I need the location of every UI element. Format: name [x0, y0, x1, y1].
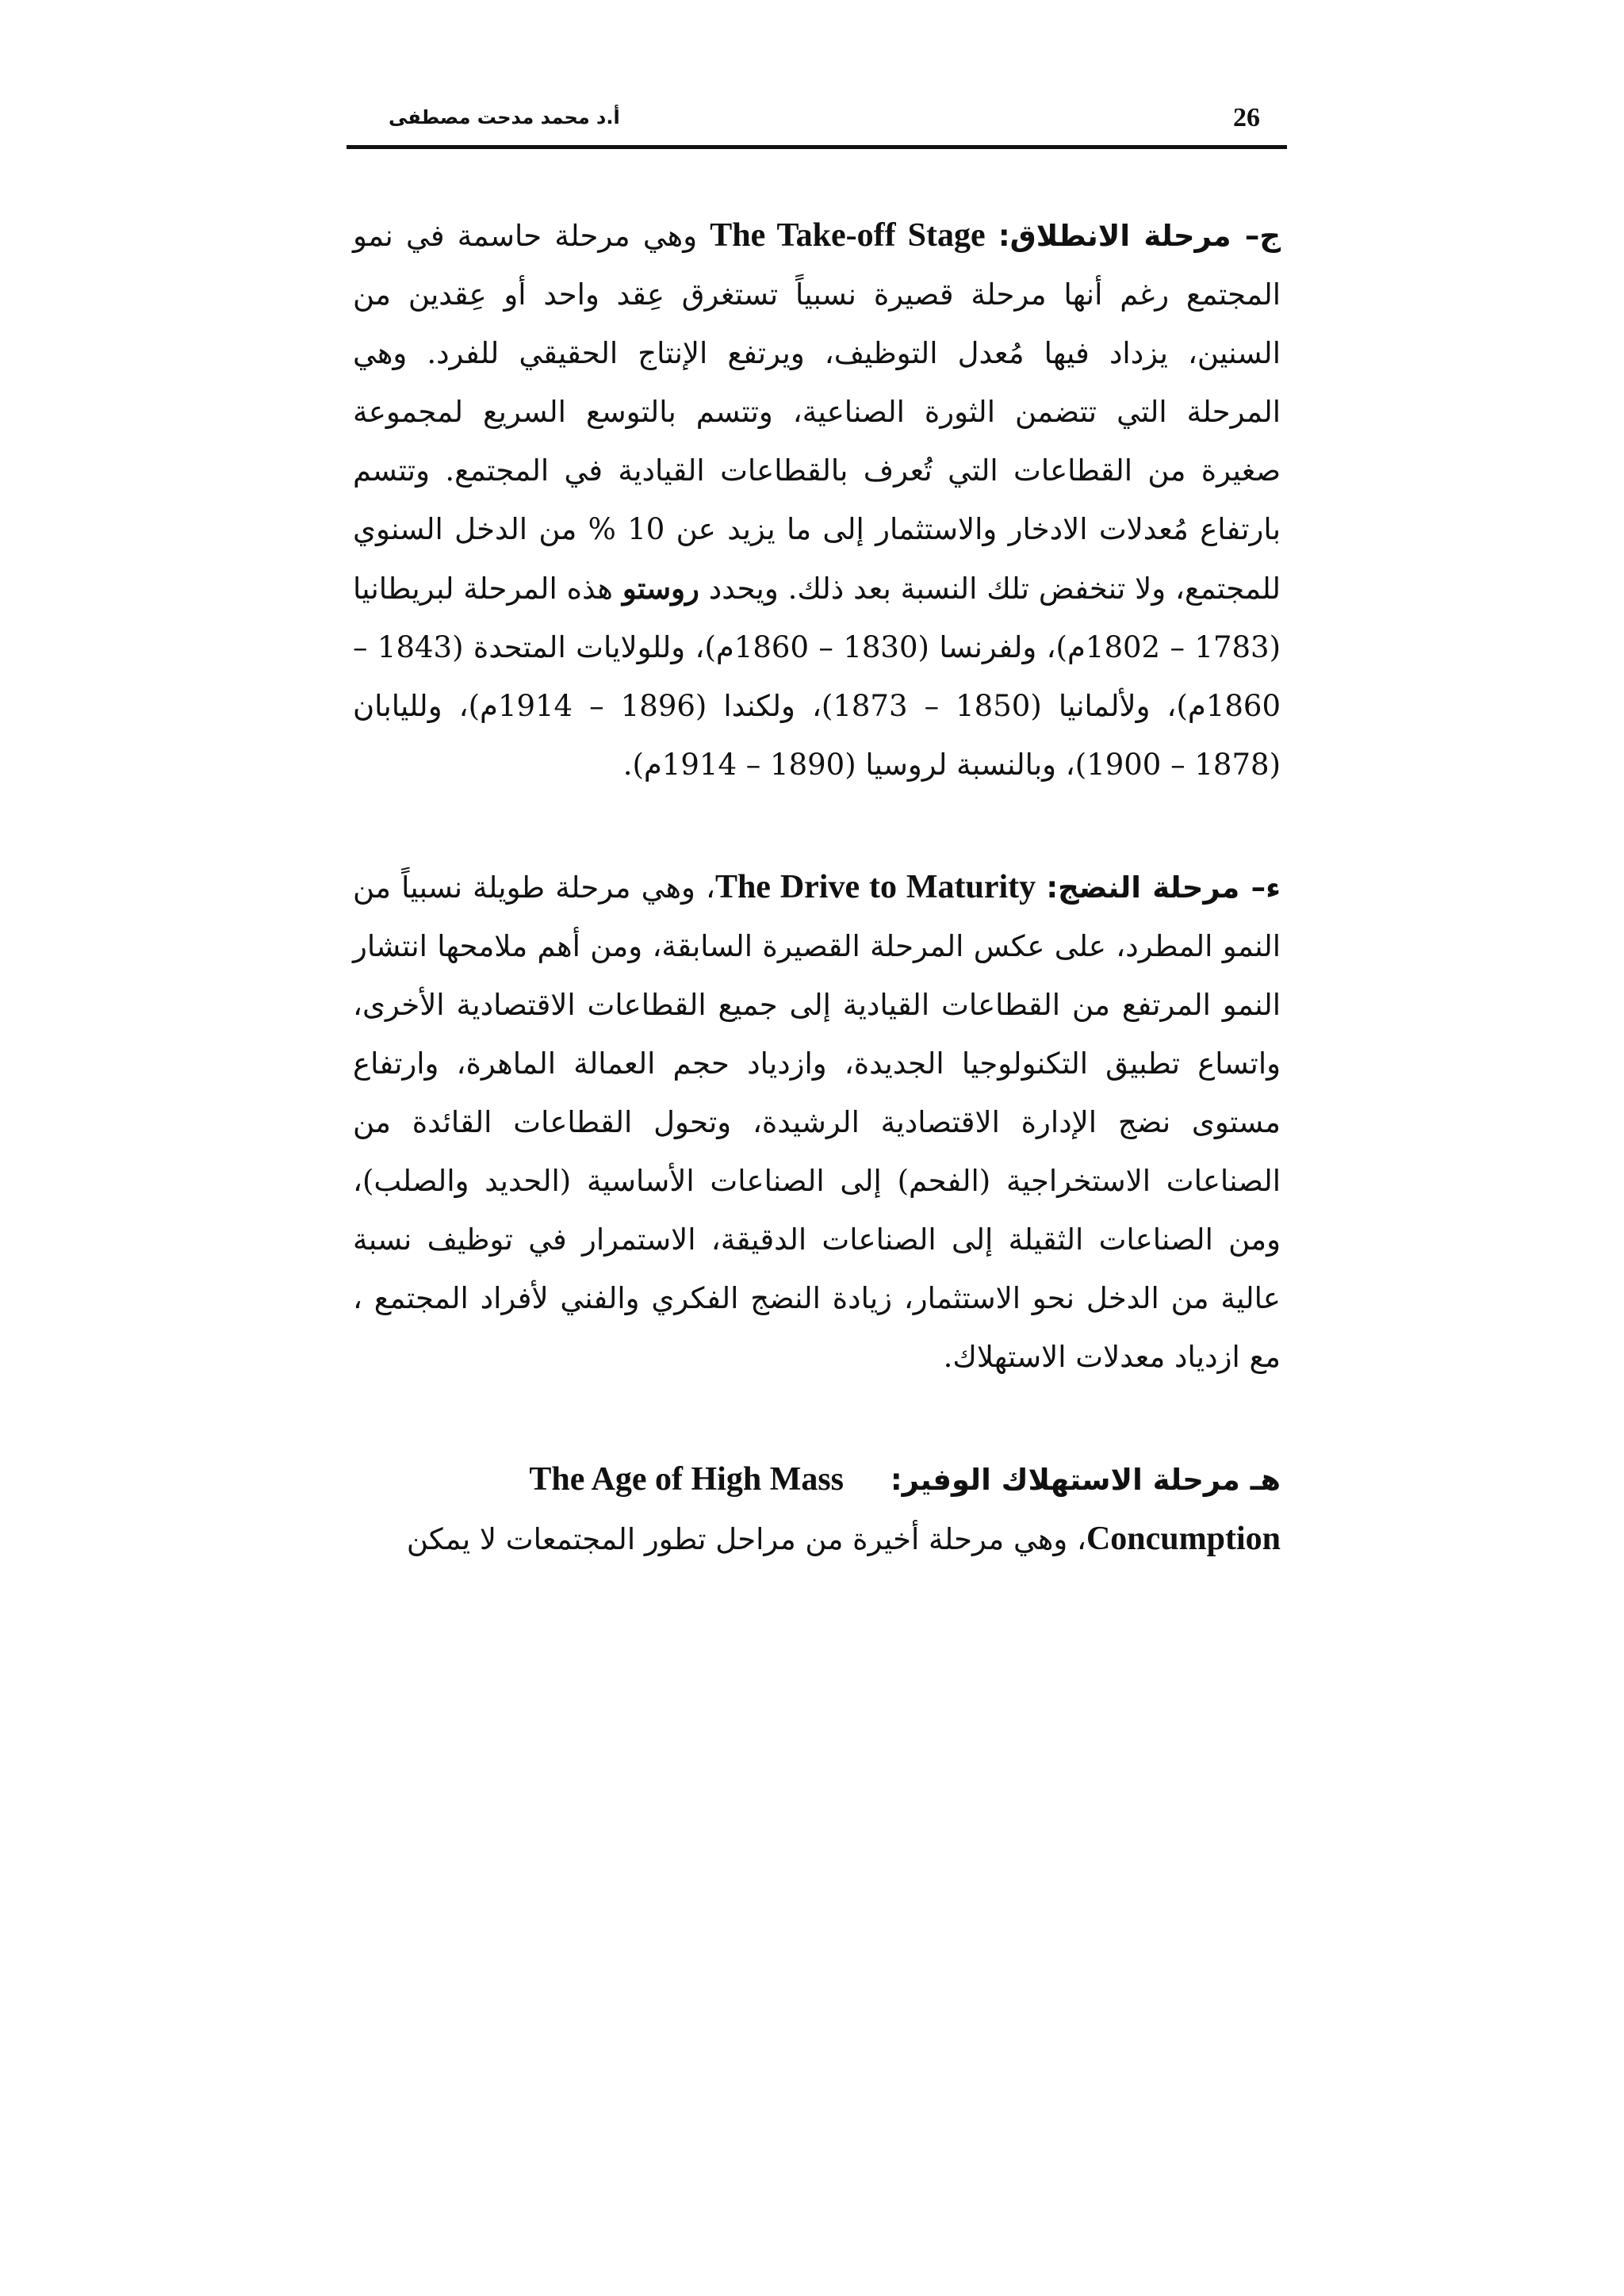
header-rule	[347, 145, 1287, 149]
english-term-maturity: The Drive to Maturity	[714, 869, 1036, 905]
english-term-consumption: Concumption	[1086, 1521, 1281, 1557]
paragraph-text: ، وهي مرحلة أخيرة من مراحل تطور المجتمعات لا يمكن	[406, 1522, 1086, 1556]
section-heading-take-off: ج– مرحلة الانطلاق:	[998, 219, 1281, 253]
paragraph-text: ، وهي مرحلة طويلة نسبياً من النمو المطرد، على عكس المرحلة القصيرة السابقة، ومن أهم ملامحها انتشار النمو المرتفع من القطاعات القيادية إلى جميع القطاعات الاقتصادية الأخرى، واتساع تطبيق التكنولوجيا الجديدة، وازدياد حجم العمالة الماهرة، وارتفاع مستوى نضج الإدارة الاقتصادية الرشيدة، وتحول القطاعات القائدة من الصناعات الاستخراجية (الفحم) إلى الصناعات الأساسية (الحديد والصلب)، ومن الصناعات الثقيلة إلى الصناعات الدقيقة، الاستمرار في توظيف نسبة عالية من الدخل نحو الاستثمار، زيادة النضج الفكري والفني لأفراد المجتمع ، مع ازدياد معدلات الاستهلاك.	[353, 871, 1281, 1374]
page-number: 26	[1233, 103, 1260, 132]
body-text	[353, 206, 1281, 1569]
section-heading-maturity: ء– مرحلة النضج:	[1046, 871, 1281, 905]
paragraph-mass-consumption-stage	[353, 1450, 1281, 1569]
section-heading-mass-consumption: هـ مرحلة الاستهلاك الوفير:	[890, 1463, 1281, 1497]
paragraph-take-off-stage	[353, 206, 1281, 794]
running-head-author: أ.د محمد مدحت مصطفى	[389, 106, 620, 128]
author-name-rostow: روستو	[622, 571, 699, 606]
english-term-take-off: The Take-off Stage	[710, 217, 986, 254]
mass-consumption-heading-line	[353, 1450, 1281, 1510]
paragraph-text: وهي مرحلة حاسمة في نمو المجتمع رغم أنها مرحلة قصيرة نسبياً تستغرق عِقد واحد أو عِقدين من السنين، يزداد فيها مُعدل التوظيف، ويرتفع الإنتاج الحقيقي للفرد. وهي المرحلة التي تتضمن الثورة الصناعية، وتتسم بالتوسع السريع لمجموعة صغيرة من القطاعات التي تُعرف بالقطاعات القيادية في المجتمع. وتتسم بارتفاع مُعدلات الادخار والاستثمار إلى ما يزيد عن 10 % من الدخل السنوي للمجتمع، ولا تنخفض تلك النسبة بعد ذلك. ويحدد	[353, 219, 1281, 606]
english-term-mass-consumption: The Age of High Mass	[529, 1461, 845, 1498]
paragraph-maturity-stage	[353, 858, 1281, 1387]
paragraph-text: هذه المرحلة لبريطانيا (1783 – 1802م)، ولفرنسا (1830 – 1860م)، وللولايات المتحدة (1843 – 1860م)، ولألمانيا (1850 – 1873)، ولكندا (1896 – 1914م)، ولليابان (1878 – 1900)، وبالنسبة لروسيا (1890 – 1914م).	[353, 572, 1281, 782]
